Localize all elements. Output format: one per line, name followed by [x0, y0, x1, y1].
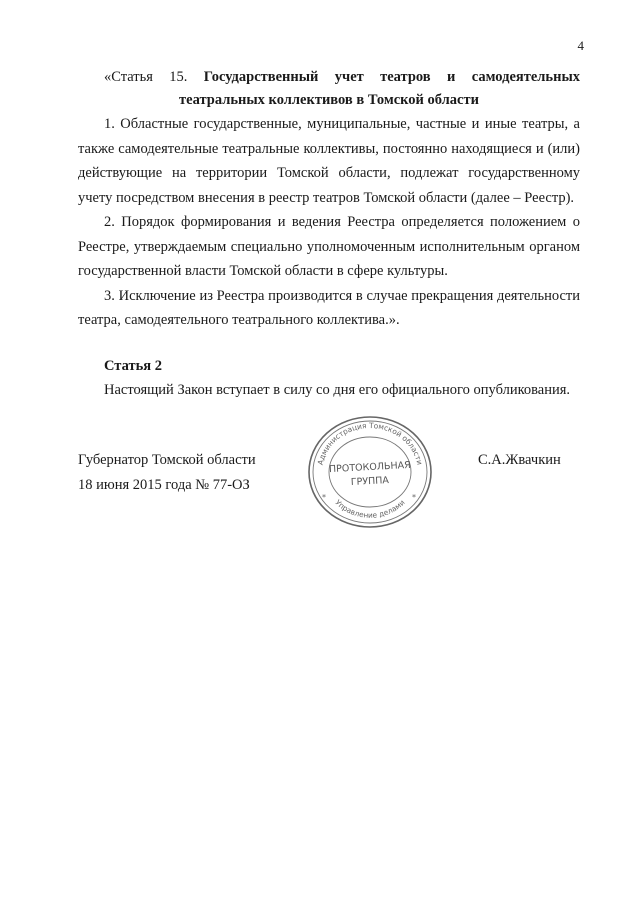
stamp-ring-bottom-text: Управление делами: [333, 497, 407, 520]
quote-open: «: [104, 69, 112, 85]
paragraph-2: 2. Порядок формирования и ведения Реестра определяется положением о Реестре, утверждаемым специально уполномоченным исполнительным органом государственной власти Томской области в сфере культуры.: [78, 214, 580, 279]
article-15-heading-line1: [78, 66, 580, 89]
title-word: Государственный: [203, 69, 319, 85]
title-word: самодеятельных: [471, 69, 581, 85]
stamp-star-right: *: [412, 493, 416, 502]
official-stamp: [306, 414, 434, 530]
stamp-star-left: *: [322, 493, 326, 502]
stamp-ring-top-text: Администрация Томской области: [315, 420, 425, 466]
article-15-body: [78, 112, 580, 333]
stamp-center-line1: ПРОТОКОЛЬНАЯ: [328, 459, 411, 476]
article-15-heading: [78, 66, 580, 112]
signature-position: Губернатор Томской области: [78, 452, 256, 468]
article-15-prefix: Статья 15.: [111, 69, 188, 85]
title-word: учет: [334, 69, 364, 85]
stamp-center-line2: ГРУППА: [350, 475, 390, 488]
article-2-title: Статья 2: [104, 358, 162, 374]
signature-name: С.А.Жвачкин: [478, 452, 561, 468]
paragraph-3: 3. Исключение из Реестра производится в случае прекращения деятельности театра, самодеятельного театрального коллектива.».: [78, 287, 580, 328]
title-word: и: [447, 69, 456, 85]
article-2: [104, 354, 570, 402]
paragraph-1: 1. Областные государственные, муниципальные, частные и иные театры, а также самодеятельные театральные коллективы, постоянно находящиеся и (или) действующие на территории Томской области, подлежат государственному учету посредством внесения в реестр театров Томской области (далее – Реестр).: [78, 116, 580, 206]
signature-date-number: 18 июня 2015 года № 77-ОЗ: [78, 477, 250, 493]
article-2-text: Настоящий Закон вступает в силу со дня его официального опубликования.: [104, 382, 571, 398]
title-word: театров: [380, 69, 431, 85]
page-number: 4: [577, 38, 584, 53]
article-15-heading-line2: театральных коллективов в Томской области: [179, 92, 479, 108]
